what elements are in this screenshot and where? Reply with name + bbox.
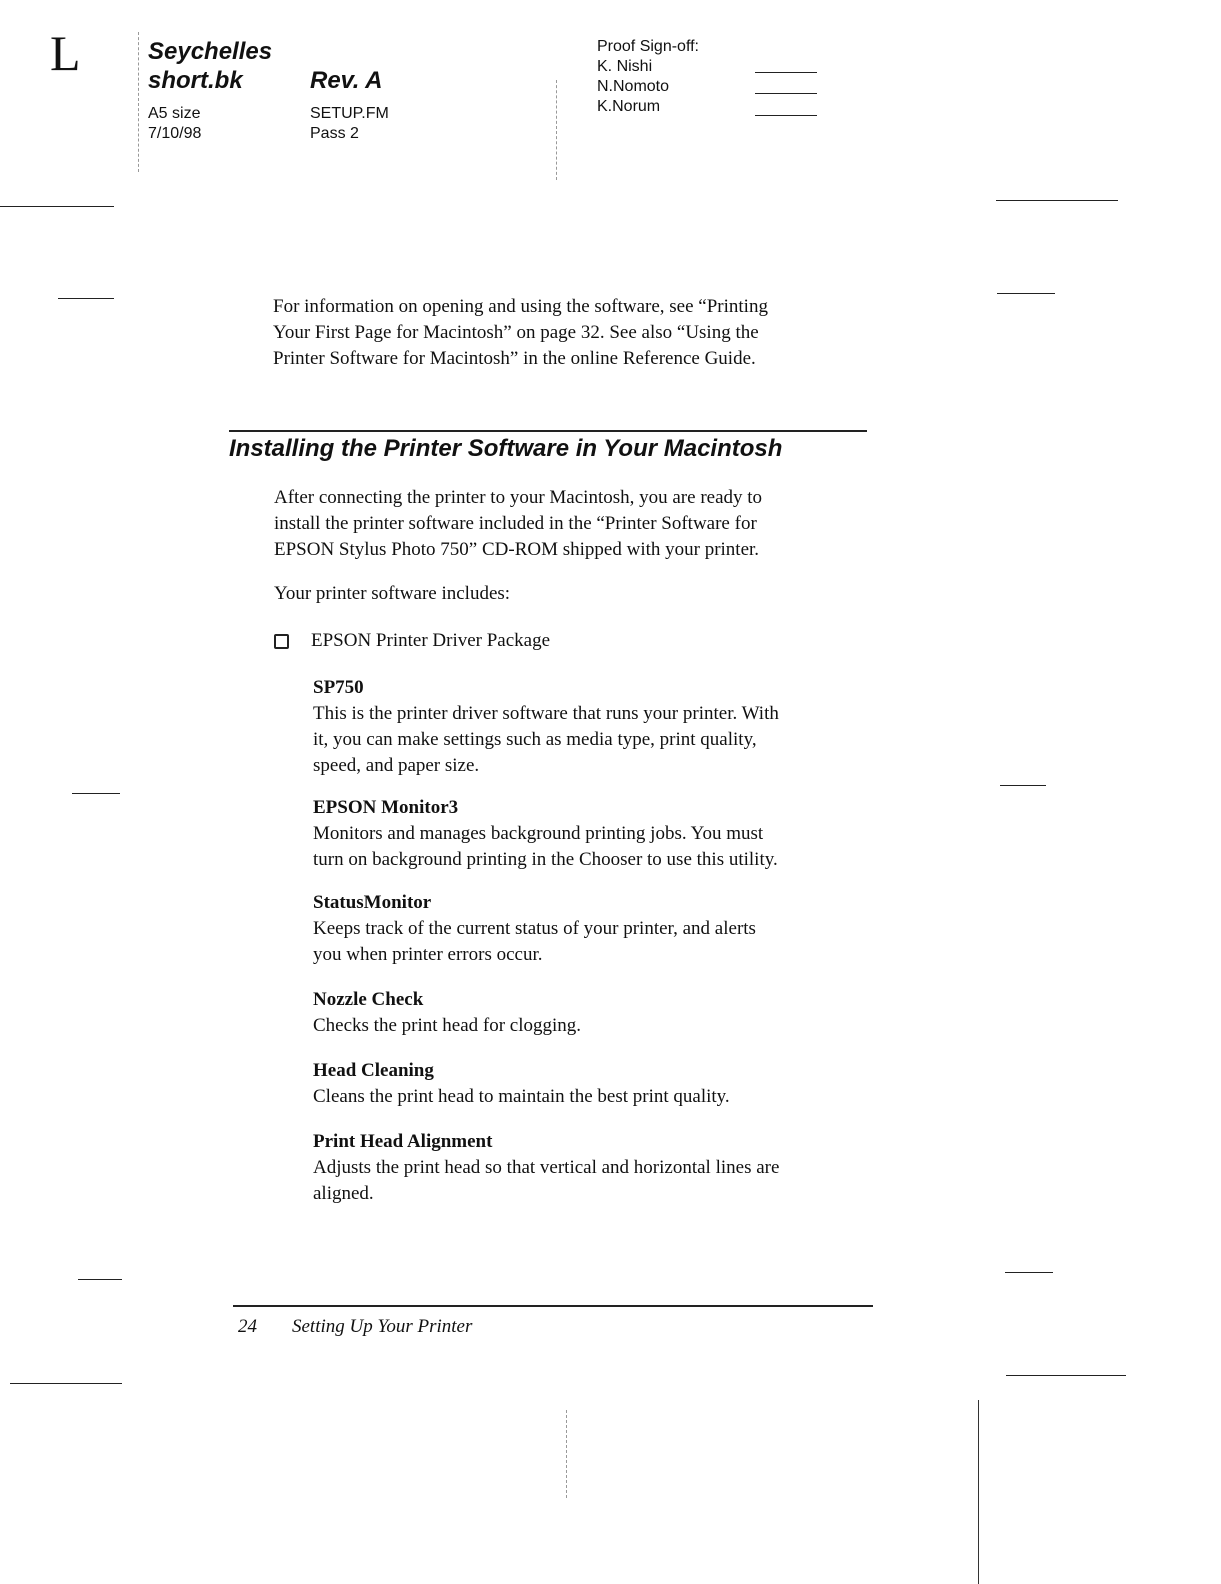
revision: Rev. A <box>310 67 383 94</box>
trim-mark <box>978 1400 979 1584</box>
item-title: SP750 <box>313 677 364 698</box>
margin-mark <box>72 793 120 794</box>
item-sp750 <box>313 675 779 779</box>
signoff-line-3 <box>755 115 817 116</box>
includes-label: Your printer software includes: <box>274 583 511 604</box>
section-paragraph <box>274 485 762 563</box>
crop-mark <box>0 206 114 207</box>
paragraph-line: After connecting the printer to your Macintosh, you are ready to <box>274 487 763 508</box>
item-line: speed, and paper size. <box>313 755 480 776</box>
signer-1: K. Nishi <box>597 58 653 75</box>
item-line: Checks the print head for clogging. <box>313 1015 582 1036</box>
chapter-title: Setting Up Your Printer <box>292 1316 473 1337</box>
crop-mark <box>10 1383 122 1384</box>
crop-mark <box>996 200 1118 201</box>
item-line: you when printer errors occur. <box>313 944 543 965</box>
book-title: Seychelles <box>148 38 273 65</box>
paragraph-line: install the printer software included in the “Printer Software for <box>274 513 757 534</box>
margin-mark <box>997 293 1055 294</box>
item-line: Cleans the print head to maintain the best print quality. <box>313 1086 730 1107</box>
item-title: Nozzle Check <box>313 989 424 1010</box>
bullet-text: EPSON Printer Driver Package <box>311 630 551 651</box>
section-heading: Installing the Printer Software in Your Macintosh <box>229 435 783 462</box>
item-nozzle-check <box>313 987 581 1039</box>
signer-3: K.Norum <box>597 98 661 115</box>
header-divider-left <box>138 32 140 172</box>
pass: Pass 2 <box>310 125 359 142</box>
margin-mark <box>1000 785 1046 786</box>
footer-rule <box>233 1305 873 1307</box>
item-title: Print Head Alignment <box>313 1131 493 1152</box>
page-size: A5 size <box>148 105 201 122</box>
header-divider-mid <box>556 80 558 180</box>
checkbox-bullet-icon <box>274 634 289 649</box>
item-line: This is the printer driver software that runs your printer. With <box>313 703 779 724</box>
margin-mark <box>58 298 114 299</box>
corner-letter: L <box>50 25 81 81</box>
intro-paragraph <box>273 294 768 372</box>
margin-mark <box>78 1279 122 1280</box>
signoff-label: Proof Sign-off: <box>597 38 699 55</box>
page-number: 24 <box>238 1316 257 1337</box>
frame-file: SETUP.FM <box>310 105 389 122</box>
item-line: Monitors and manages background printing jobs. You must <box>313 823 764 844</box>
item-title: EPSON Monitor3 <box>313 797 459 818</box>
crop-mark <box>1006 1375 1126 1376</box>
item-title: StatusMonitor <box>313 892 432 913</box>
intro-line: Your First Page for Macintosh” on page 32. See also “Using the <box>273 322 759 343</box>
item-line: Keeps track of the current status of your printer, and alerts <box>313 918 756 939</box>
signoff-line-1 <box>755 72 817 73</box>
date: 7/10/98 <box>148 125 202 142</box>
paragraph-line: EPSON Stylus Photo 750” CD-ROM shipped with your printer. <box>274 539 760 560</box>
item-line: it, you can make settings such as media type, print quality, <box>313 729 757 750</box>
section-rule <box>229 430 867 432</box>
item-line: aligned. <box>313 1183 374 1204</box>
margin-mark <box>1005 1272 1053 1273</box>
item-statusmonitor <box>313 890 756 968</box>
center-mark <box>566 1410 568 1498</box>
item-epson-monitor3 <box>313 795 778 873</box>
book-file: short.bk <box>148 67 243 94</box>
item-line: turn on background printing in the Chooser to use this utility. <box>313 849 778 870</box>
intro-line: For information on opening and using the software, see “Printing <box>273 296 768 317</box>
item-head-cleaning <box>313 1058 730 1110</box>
item-title: Head Cleaning <box>313 1060 434 1081</box>
intro-line: Printer Software for Macintosh” in the online Reference Guide. <box>273 348 756 369</box>
item-print-head-alignment <box>313 1129 779 1207</box>
item-line: Adjusts the print head so that vertical and horizontal lines are <box>313 1157 780 1178</box>
signoff-line-2 <box>755 93 817 94</box>
signer-2: N.Nomoto <box>597 78 670 95</box>
